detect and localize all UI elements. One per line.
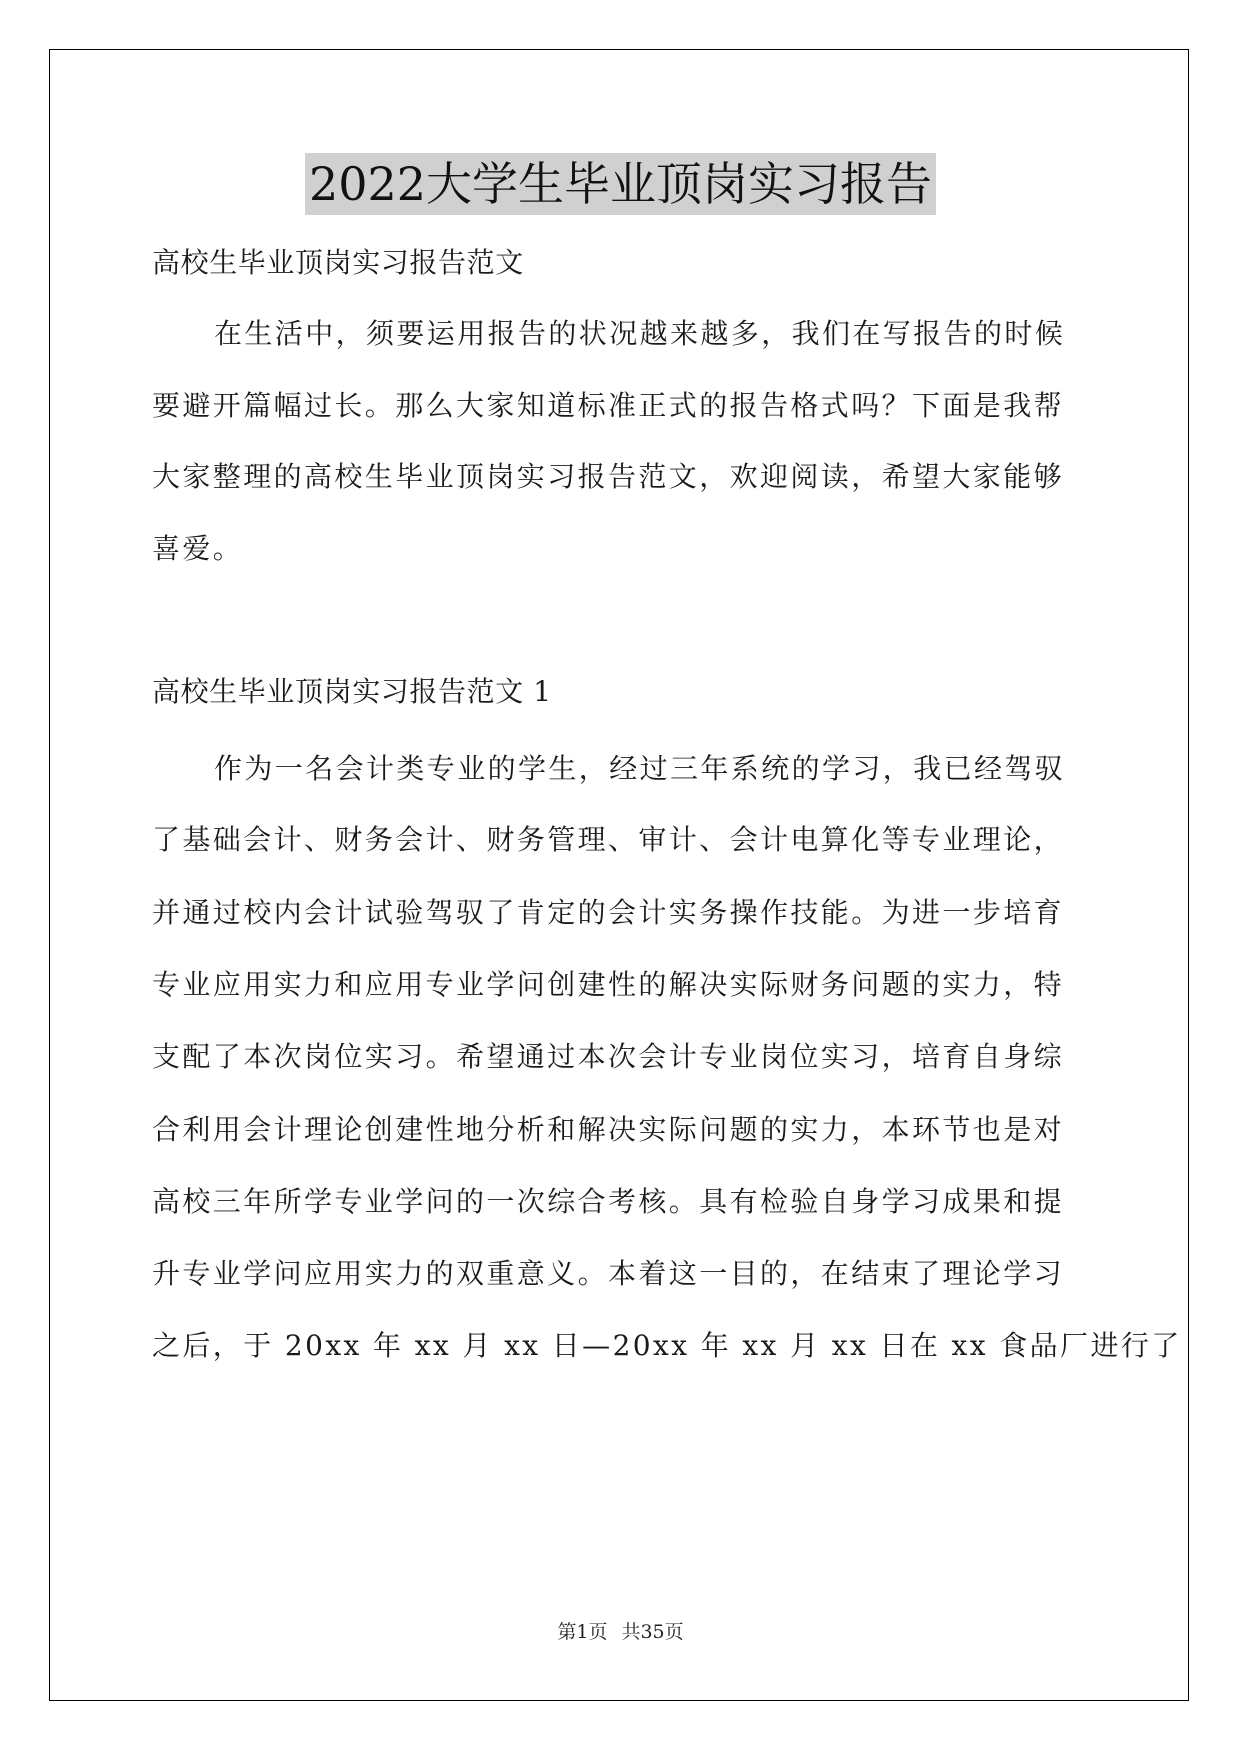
body-line: 作为一名会计类专业的学生，经过三年系统的学习，我已经驾驭 [214,752,1066,785]
body-line: 合利用会计理论创建性地分析和解决实际问题的实力，本环节也是对 [152,1113,1065,1146]
page-number: 第1页 [557,1621,608,1643]
section-heading: 高校生毕业顶岗实习报告范文 1 [152,675,552,708]
body-line: 了基础会计、财务会计、财务管理、审计、会计电算化等专业理论， [152,823,1065,856]
title-container [0,153,1241,215]
body-line: 并通过校内会计试验驾驭了肯定的会计实务操作技能。为进一步培育 [152,896,1065,929]
page-border [49,49,1189,1701]
intro-line: 在生活中，须要运用报告的状况越来越多，我们在写报告的时候 [214,317,1066,350]
body-line: 支配了本次岗位实习。希望通过本次会计专业岗位实习，培育自身综 [152,1040,1065,1073]
page-total: 共35页 [621,1621,684,1643]
intro-line: 要避开篇幅过长。那么大家知道标准正式的报告格式吗？下面是我帮 [152,389,1065,422]
intro-line: 喜爱。 [152,532,244,565]
body-line: 之后，于 20xx 年 xx 月 xx 日—20xx 年 xx 月 xx 日在 xx 食品厂进行了 [152,1329,1182,1362]
document-title: 2022大学生毕业顶岗实习报告 [305,153,936,215]
body-line: 专业应用实力和应用专业学问创建性的解决实际财务问题的实力，特 [152,968,1065,1001]
body-line: 升专业学问应用实力的双重意义。本着这一目的，在结束了理论学习 [152,1257,1065,1290]
body-line: 高校三年所学专业学问的一次综合考核。具有检验自身学习成果和提 [152,1185,1065,1218]
page-footer [0,1619,1241,1645]
section-heading: 高校生毕业顶岗实习报告范文 [152,246,524,279]
intro-line: 大家整理的高校生毕业顶岗实习报告范文，欢迎阅读，希望大家能够 [152,460,1065,493]
